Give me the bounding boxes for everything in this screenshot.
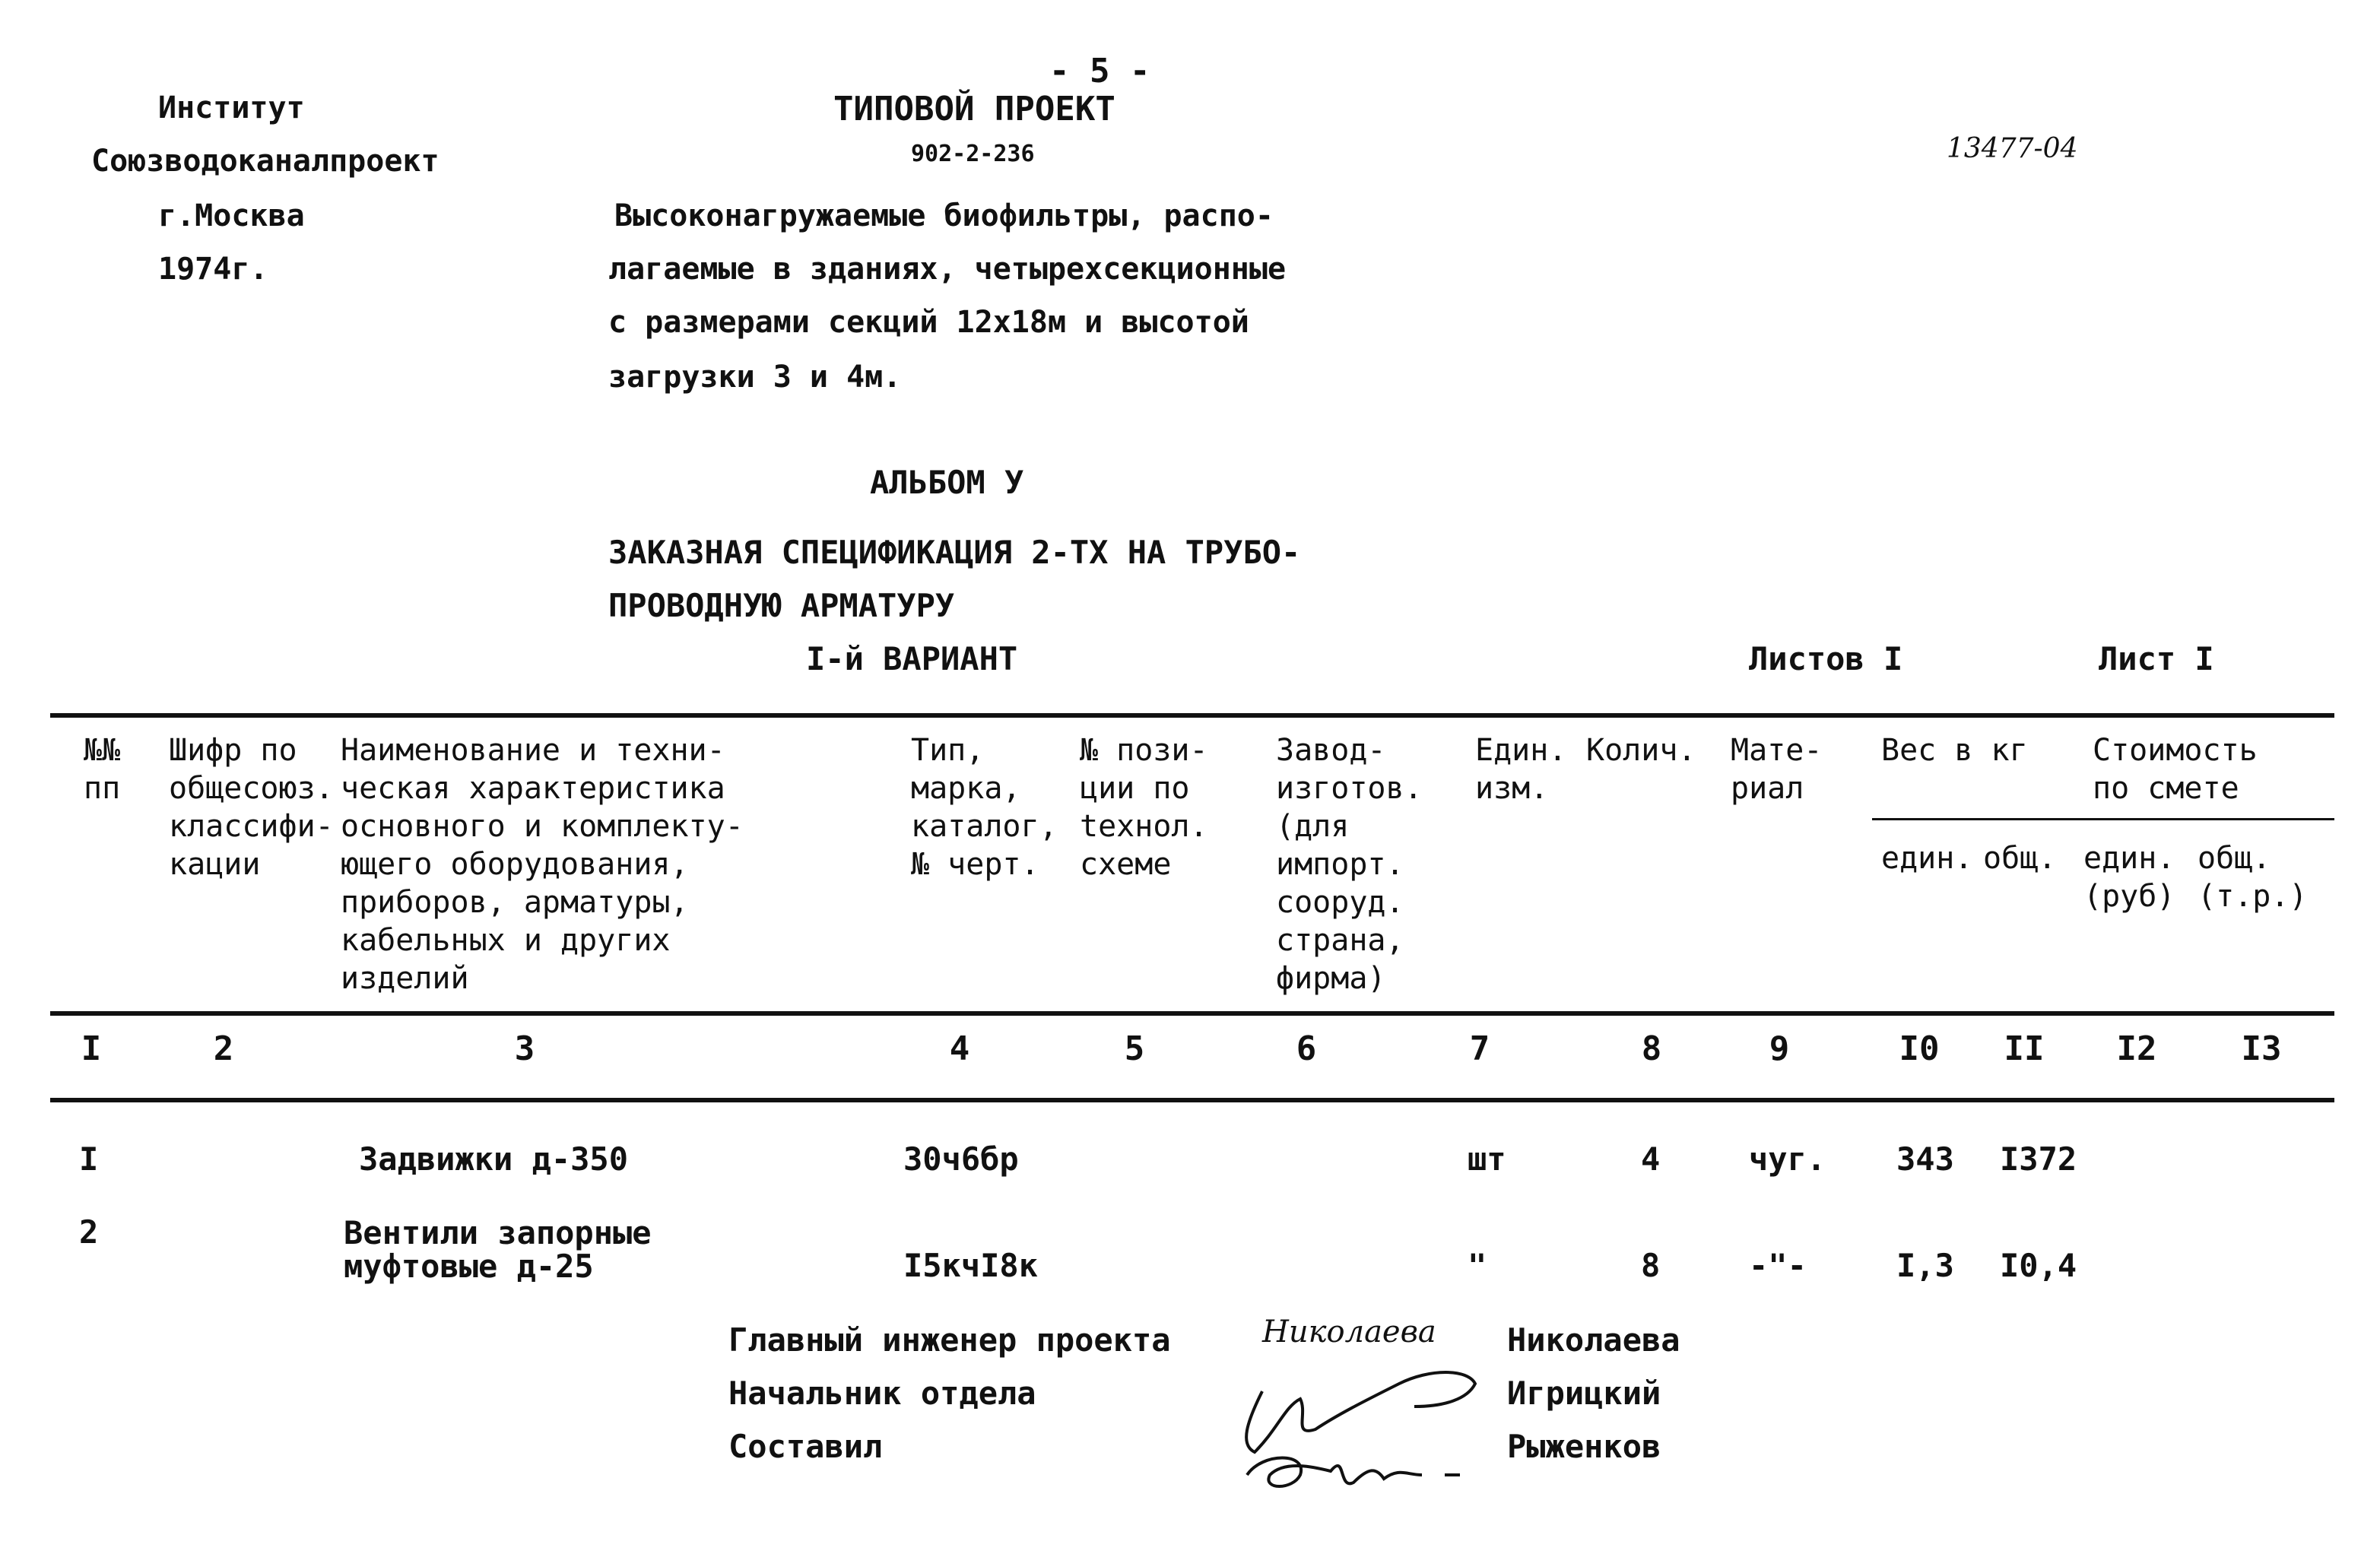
inventory-number: 13477-04	[1947, 133, 2078, 164]
row-1-name: Задвижки д-350	[359, 1140, 629, 1178]
handwritten-signature-nikolaeva: Николаева	[1262, 1315, 1436, 1349]
handwritten-signatures	[1217, 1338, 1506, 1505]
table-top-rule	[50, 713, 2334, 718]
header-col-12: един. (руб)	[2083, 841, 2175, 914]
project-description-3: с размерами секций 12х18м и высотой	[608, 305, 1249, 340]
header-col-9: Мате- риал	[1731, 733, 1823, 806]
row-1-weight-total: I372	[2000, 1140, 2077, 1178]
institute-year: 1974г.	[158, 252, 268, 287]
column-number: I	[81, 1029, 102, 1068]
column-numbers-rule	[50, 1098, 2334, 1102]
column-number: II	[2004, 1029, 2045, 1068]
column-number: 4	[949, 1029, 970, 1068]
row-2-weight-unit: I,3	[1896, 1247, 1954, 1284]
row-1-qty: 4	[1641, 1140, 1661, 1178]
column-number: 3	[514, 1029, 535, 1068]
signature-name-nikolaeva: Николаева	[1507, 1321, 1680, 1359]
institute-city: г.Москва	[158, 198, 305, 233]
cost-group-rule	[1872, 818, 2334, 820]
row-1-number: I	[79, 1140, 99, 1178]
column-number: 6	[1296, 1029, 1317, 1068]
column-number: I2	[2116, 1029, 2157, 1068]
row-1-unit: шт	[1468, 1140, 1506, 1178]
sheet-number: Лист I	[2099, 640, 2214, 677]
row-2-number: 2	[79, 1213, 99, 1251]
row-1-type: 30ч6бр	[903, 1140, 1019, 1178]
signature-name-ryzhenkov: Рыженков	[1507, 1428, 1661, 1465]
header-cost-group: Стоимость по смете	[2093, 733, 2258, 806]
signature-name-igritsky: Игрицкий	[1507, 1375, 1661, 1412]
header-col-5: № пози- ции по tехнол. схеме	[1080, 733, 1208, 882]
column-number: I3	[2241, 1029, 2282, 1068]
signature-role-chief-engineer: Главный инженер проекта	[728, 1321, 1171, 1359]
project-description-1: Высоконагружаемые биофильтры, распо-	[614, 198, 1274, 233]
header-col-1: №№ пп	[84, 733, 121, 806]
sheets-total: Листов I	[1749, 640, 1903, 677]
header-col-7: Един. изм.	[1475, 733, 1567, 806]
institute-org: Союзводоканалпроект	[91, 144, 440, 179]
header-col-6: Завод- изготов. (для импорт. соорyд. страна, фирма)	[1276, 733, 1423, 996]
row-2-unit: "	[1468, 1247, 1487, 1284]
row-1-weight-unit: 343	[1896, 1140, 1954, 1178]
header-col-4: Тип, марка, каталог, № черт.	[911, 733, 1058, 882]
column-number: 9	[1769, 1029, 1790, 1068]
column-number: 7	[1469, 1029, 1490, 1068]
album-title: АЛЬБОМ У	[870, 464, 1024, 501]
row-1-material: чуг.	[1749, 1140, 1826, 1178]
signature-role-compiler: Составил	[728, 1428, 883, 1465]
signature-stroke-igritsky	[1246, 1372, 1475, 1452]
spec-title-2: ПРОВОДНУЮ АРМАТУРУ	[608, 587, 955, 624]
project-title: ТИПОВОЙ ПРОЕКТ	[833, 90, 1115, 128]
column-number: 2	[213, 1029, 234, 1068]
row-2-name: Вентили запорные муфтовые д-25	[344, 1214, 652, 1285]
row-2-material: -"-	[1749, 1247, 1807, 1284]
header-col-8: Колич.	[1586, 733, 1696, 768]
signature-stroke-ryzhenkov	[1247, 1458, 1460, 1487]
column-number: 5	[1124, 1029, 1145, 1068]
header-col-3: Наименование и техни- ческая характеристика основного и комплекту- ющего оборудования, приборов, арматуры, кабельных и других изделий	[341, 733, 744, 996]
header-col-2: Шифр по общесоюз. классифи- кации	[169, 733, 334, 882]
row-2-weight-total: I0,4	[2000, 1247, 2077, 1284]
row-2-type: I5кчI8к	[903, 1247, 1039, 1284]
column-number: I0	[1899, 1029, 1940, 1068]
signature-role-department-head: Начальник отдела	[728, 1375, 1036, 1412]
institute-name: Институт	[158, 90, 305, 125]
row-2-qty: 8	[1641, 1247, 1661, 1284]
header-col-10: един.	[1881, 841, 1973, 876]
project-description-2: лагаемые в зданиях, четырехсекционные	[608, 252, 1287, 287]
header-col-13: общ. (т.р.)	[2198, 841, 2308, 914]
header-weight-group: Вес в кг	[1881, 733, 2028, 768]
project-number: 902-2-236	[911, 141, 1035, 167]
variant-title: I-й ВАРИАНТ	[806, 640, 1018, 677]
header-col-11: общ.	[1983, 841, 2057, 876]
header-bottom-rule	[50, 1011, 2334, 1016]
page-number: - 5 -	[1049, 52, 1150, 90]
spec-title-1: ЗАКАЗНАЯ СПЕЦИФИКАЦИЯ 2-ТХ НА ТРУБО-	[608, 534, 1301, 571]
project-description-4: загрузки 3 и 4м.	[608, 360, 902, 395]
column-number: 8	[1641, 1029, 1662, 1068]
